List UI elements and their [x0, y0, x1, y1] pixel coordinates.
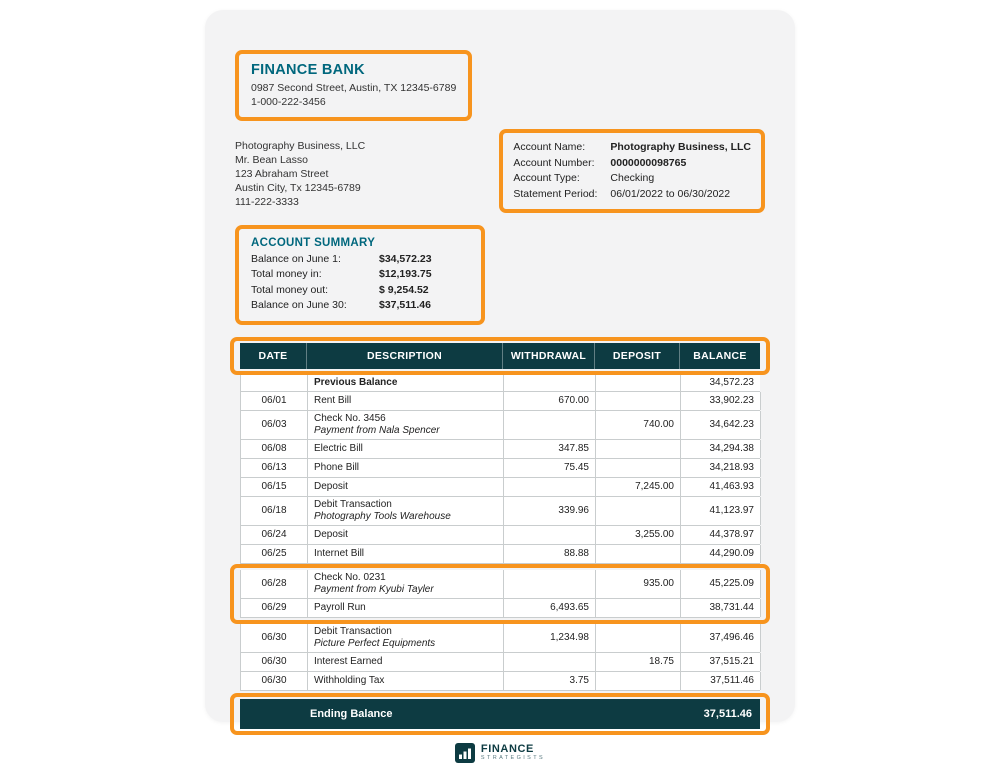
highlight-box-bank-header: [235, 50, 472, 121]
cell-deposit: [596, 624, 681, 652]
cell-withdrawal: [504, 478, 596, 496]
customer-line: Austin City, Tx 12345-6789: [235, 182, 361, 194]
transaction-rows-top: [240, 392, 760, 564]
table-header-row: [240, 343, 760, 369]
account-name-value: Photography Business, LLC: [610, 141, 751, 153]
bank-phone: 1-000-222-3456: [251, 96, 326, 108]
customer-line: Mr. Bean Lasso: [235, 154, 308, 166]
cell-description: Payroll Run: [308, 599, 504, 617]
cell-date: 06/08: [241, 440, 308, 458]
cell-balance: 45,225.09: [681, 570, 761, 598]
cell-balance: 44,290.09: [681, 545, 761, 563]
account-info-grid: [513, 141, 751, 201]
summary-label: Total money out:: [251, 283, 329, 296]
account-number-value: 0000000098765: [610, 156, 687, 169]
cell-balance: 34,642.23: [681, 411, 761, 439]
cell-deposit: 3,255.00: [596, 526, 681, 544]
transaction-row: [240, 392, 760, 411]
ending-balance-value: 37,511.46: [703, 707, 752, 720]
cell-date: 06/28: [241, 570, 308, 598]
transaction-row: [240, 411, 760, 440]
header-withdrawal: WITHDRAWAL: [503, 343, 595, 369]
previous-balance-row: [240, 375, 760, 392]
cell-balance: 41,463.93: [681, 478, 761, 496]
summary-label: Total money in:: [251, 268, 322, 280]
cell-balance: 37,496.46: [681, 624, 761, 652]
cell-balance: 38,731.44: [681, 599, 761, 617]
cell-date: 06/24: [241, 526, 308, 544]
bar-chart-icon: [455, 743, 475, 763]
summary-value: $34,572.23: [379, 252, 432, 265]
account-name-label: Account Name:: [513, 141, 586, 153]
cell-deposit: 935.00: [596, 570, 681, 598]
cell-balance: 37,515.21: [681, 653, 761, 671]
cell-withdrawal: 88.88: [504, 545, 596, 563]
transactions-table: [240, 337, 760, 735]
account-type-label: Account Type:: [513, 172, 580, 184]
footer-logo-line1: FINANCE: [480, 742, 534, 755]
cell-deposit: [596, 545, 681, 563]
cell-withdrawal: 339.96: [504, 497, 596, 525]
cell-description: Interest Earned: [308, 653, 504, 671]
cell-balance: 44,378.97: [681, 526, 761, 544]
cell-description: Previous Balance: [308, 375, 504, 391]
cell-description: Rent Bill: [308, 392, 504, 410]
highlight-box-ending-balance: [230, 693, 770, 735]
cell-description: Electric Bill: [308, 440, 504, 458]
cell-balance: 34,294.38: [681, 440, 761, 458]
cell-deposit: [596, 392, 681, 410]
transaction-row: [240, 478, 760, 497]
cell-withdrawal: [504, 526, 596, 544]
cell-deposit: [596, 672, 681, 690]
transaction-row: [240, 570, 760, 599]
account-type-value: Checking: [610, 172, 655, 184]
cell-description: Check No. 0231 Payment from Kyubi Tayler: [308, 570, 504, 598]
header-description: DESCRIPTION: [307, 343, 503, 369]
cell-withdrawal: 1,234.98: [504, 624, 596, 652]
transaction-row: [240, 672, 760, 691]
cell-description: Internet Bill: [308, 545, 504, 563]
transaction-row: [240, 624, 760, 653]
cell-withdrawal: [504, 570, 596, 598]
cell-deposit: [596, 459, 681, 477]
cell-balance: 37,511.46: [681, 672, 761, 690]
cell-date: [241, 375, 308, 391]
account-summary-grid: [251, 253, 469, 313]
cell-deposit: [596, 375, 681, 391]
bank-statement-page: [205, 10, 795, 761]
cell-withdrawal: 75.45: [504, 459, 596, 477]
cell-date: 06/13: [241, 459, 308, 477]
cell-description: Withholding Tax: [308, 672, 504, 690]
cell-description: Phone Bill: [308, 459, 504, 477]
transaction-row: [240, 599, 760, 618]
cell-date: 06/30: [241, 653, 308, 671]
account-number-label: Account Number:: [513, 156, 595, 169]
summary-value: $ 9,254.52: [379, 283, 429, 296]
summary-label: Balance on June 1:: [251, 252, 341, 265]
bank-name: FINANCE BANK: [251, 62, 365, 78]
transaction-row: [240, 545, 760, 564]
cell-description: Deposit: [308, 478, 504, 496]
customer-line: Photography Business, LLC: [235, 140, 366, 152]
cell-deposit: [596, 497, 681, 525]
cell-date: 06/30: [241, 672, 308, 690]
cell-deposit: 740.00: [596, 411, 681, 439]
cell-date: 06/30: [241, 624, 308, 652]
cell-date: 06/03: [241, 411, 308, 439]
cell-withdrawal: 6,493.65: [504, 599, 596, 617]
cell-deposit: 7,245.00: [596, 478, 681, 496]
footer-logo-text: [481, 744, 545, 762]
transaction-row: [240, 497, 760, 526]
transaction-rows-highlighted: [240, 570, 760, 618]
cell-withdrawal: [504, 653, 596, 671]
cell-deposit: [596, 440, 681, 458]
cell-deposit: [596, 599, 681, 617]
highlight-box-table-header: [230, 337, 770, 375]
footer-logo: [235, 743, 765, 763]
footer-logo-line2: STRATEGISTS: [480, 755, 546, 761]
cell-date: 06/29: [241, 599, 308, 617]
cell-withdrawal: [504, 411, 596, 439]
customer-line: 111-222-3333: [235, 196, 299, 208]
cell-date: 06/25: [241, 545, 308, 563]
customer-and-account-row: [235, 129, 765, 213]
customer-line: 123 Abraham Street: [235, 168, 329, 180]
statement-period-value: 06/01/2022 to 06/30/2022: [610, 187, 731, 200]
transaction-row: [240, 526, 760, 545]
transaction-row: [240, 653, 760, 672]
cell-date: 06/01: [241, 392, 308, 410]
transaction-row: [240, 440, 760, 459]
cell-withdrawal: [504, 375, 596, 391]
highlight-box-account-info: [499, 129, 765, 213]
header-deposit: DEPOSIT: [595, 343, 680, 369]
cell-description: Check No. 3456 Payment from Nala Spencer: [308, 411, 504, 439]
ending-balance-bar: [240, 699, 760, 729]
statement-period-label: Statement Period:: [513, 187, 598, 200]
header-date: DATE: [240, 343, 307, 369]
cell-balance: 34,218.93: [681, 459, 761, 477]
account-summary-title: ACCOUNT SUMMARY: [251, 236, 376, 249]
cell-withdrawal: 3.75: [504, 672, 596, 690]
cell-deposit: 18.75: [596, 653, 681, 671]
cell-balance: 34,572.23: [681, 375, 760, 391]
cell-description: Deposit: [308, 526, 504, 544]
cell-description: Debit Transaction Photography Tools Warehouse: [308, 497, 504, 525]
cell-date: 06/15: [241, 478, 308, 496]
cell-withdrawal: 347.85: [504, 440, 596, 458]
ending-balance-label: Ending Balance: [310, 707, 393, 720]
cell-withdrawal: 670.00: [504, 392, 596, 410]
customer-address-block: [235, 139, 365, 209]
cell-balance: 41,123.97: [681, 497, 761, 525]
transaction-rows-bottom: [240, 624, 760, 691]
header-balance: BALANCE: [693, 349, 747, 362]
summary-value: $37,511.46: [379, 299, 431, 311]
cell-balance: 33,902.23: [681, 392, 761, 410]
summary-value: $12,193.75: [379, 268, 432, 280]
summary-label: Balance on June 30:: [251, 299, 347, 311]
cell-description: Debit Transaction Picture Perfect Equipments: [308, 624, 504, 652]
highlight-box-account-summary: [235, 225, 485, 325]
transaction-row: [240, 459, 760, 478]
cell-date: 06/18: [241, 497, 308, 525]
highlight-box-transactions: [230, 564, 770, 624]
bank-address: 0987 Second Street, Austin, TX 12345-6789: [251, 82, 457, 94]
